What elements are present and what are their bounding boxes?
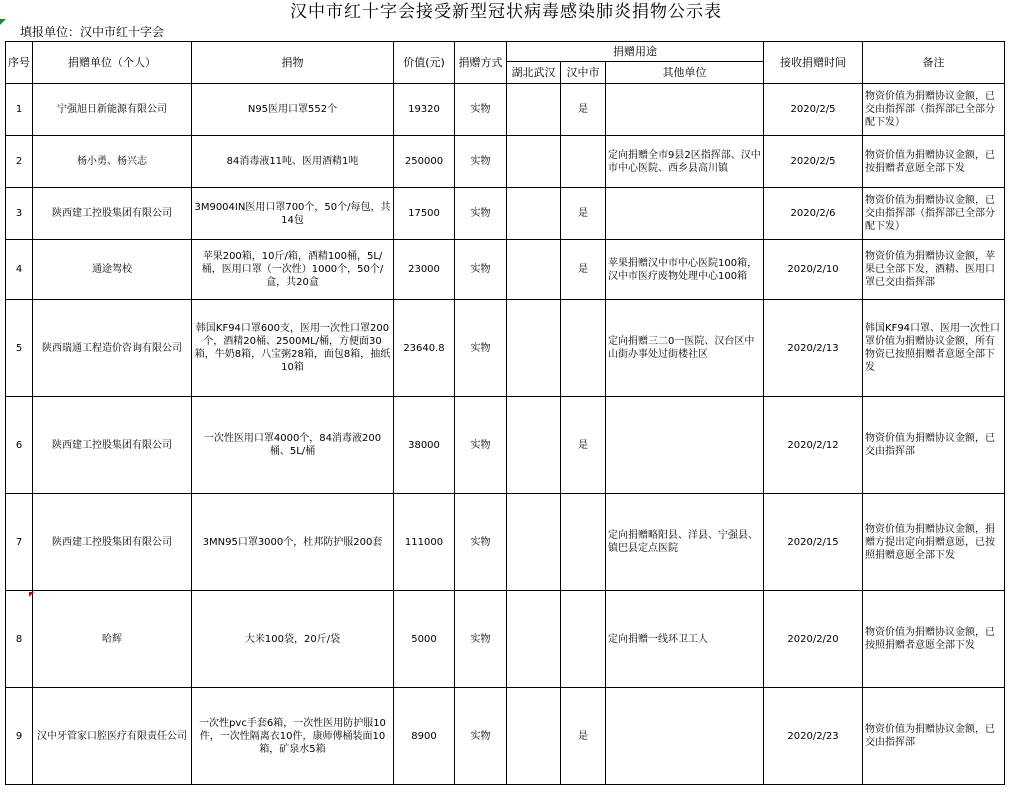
header-seq[interactable]: 序号 xyxy=(6,42,33,84)
hubei-cell[interactable] xyxy=(507,240,561,300)
value-cell[interactable]: 23000 xyxy=(394,240,455,300)
table-row xyxy=(6,188,1005,240)
donation-table xyxy=(5,41,1005,785)
value-cell[interactable]: 5000 xyxy=(394,591,455,688)
donor-cell[interactable]: 哈辉 xyxy=(33,591,192,688)
seq-cell[interactable]: 2 xyxy=(6,136,33,188)
hubei-cell[interactable] xyxy=(507,494,561,591)
other-unit-cell[interactable]: 定向捐赠略阳县、洋县、宁强县、镇巴县定点医院 xyxy=(606,494,764,591)
other-unit-cell[interactable] xyxy=(606,188,764,240)
hubei-cell[interactable] xyxy=(507,136,561,188)
item-cell[interactable]: 大米100袋，20斤/袋 xyxy=(192,591,394,688)
table-row xyxy=(6,494,1005,591)
donor-cell[interactable]: 汉中牙管家口腔医疗有限责任公司 xyxy=(33,688,192,785)
other-unit-cell[interactable]: 定向捐赠三二0一医院、汉台区中山街办事处过街楼社区 xyxy=(606,300,764,397)
reporter-label: 填报单位：汉中市红十字会 xyxy=(20,25,165,39)
header-value[interactable]: 价值(元) xyxy=(394,42,455,84)
donor-cell[interactable]: 陕西瑞通工程造价咨询有限公司 xyxy=(33,300,192,397)
value-cell[interactable]: 23640.8 xyxy=(394,300,455,397)
method-cell[interactable]: 实物 xyxy=(455,84,507,136)
table-row xyxy=(6,136,1005,188)
donor-cell[interactable]: 杨小勇、杨兴志 xyxy=(33,136,192,188)
time-cell[interactable]: 2020/2/13 xyxy=(764,300,863,397)
item-cell[interactable]: N95医用口罩552个 xyxy=(192,84,394,136)
item-cell[interactable]: 3MN95口罩3000个，杜邦防护服200套 xyxy=(192,494,394,591)
hanzhong-cell[interactable] xyxy=(561,591,606,688)
seq-cell[interactable]: 3 xyxy=(6,188,33,240)
hubei-cell[interactable] xyxy=(507,688,561,785)
seq-cell[interactable]: 8 xyxy=(6,591,33,688)
other-unit-cell[interactable] xyxy=(606,397,764,494)
hubei-cell[interactable] xyxy=(507,397,561,494)
item-cell[interactable]: 3M9004IN医用口罩700个，50个/每包，共14包 xyxy=(192,188,394,240)
method-cell[interactable]: 实物 xyxy=(455,188,507,240)
note-cell[interactable]: 物资价值为捐赠协议金额，已交由指挥部（指挥部已全部分配下发） xyxy=(863,188,1005,240)
note-cell[interactable]: 物资价值为捐赠协议金额，已按照捐赠者意愿全部下发 xyxy=(863,591,1005,688)
hanzhong-cell[interactable]: 是 xyxy=(561,84,606,136)
note-cell[interactable]: 韩国KF94口罩、医用一次性口罩价值为捐赠协议金额，所有物资已按照捐赠者意愿全部下发 xyxy=(863,300,1005,397)
value-cell[interactable]: 19320 xyxy=(394,84,455,136)
item-cell[interactable]: 一次性医用口罩4000个，84消毒液200桶、5L/桶 xyxy=(192,397,394,494)
time-cell[interactable]: 2020/2/12 xyxy=(764,397,863,494)
cell-comment-marker xyxy=(29,592,34,597)
seq-cell[interactable]: 4 xyxy=(6,240,33,300)
seq-cell[interactable]: 7 xyxy=(6,494,33,591)
time-cell[interactable]: 2020/2/20 xyxy=(764,591,863,688)
value-cell[interactable]: 250000 xyxy=(394,136,455,188)
method-cell[interactable]: 实物 xyxy=(455,494,507,591)
note-cell[interactable]: 物资价值为捐赠协议金额，已按捐赠者意愿全部下发 xyxy=(863,136,1005,188)
donor-cell[interactable]: 陕西建工控股集团有限公司 xyxy=(33,494,192,591)
method-cell[interactable]: 实物 xyxy=(455,300,507,397)
header-usage[interactable]: 捐赠用途 xyxy=(507,42,764,62)
table-body xyxy=(6,84,1005,785)
item-cell[interactable]: 84消毒液11吨、医用酒精1吨 xyxy=(192,136,394,188)
table-row xyxy=(6,397,1005,494)
hanzhong-cell[interactable]: 是 xyxy=(561,397,606,494)
item-cell[interactable]: 苹果200箱，10斤/箱，酒精100桶，5L/桶，医用口罩（一次性）1000个，50个/盒，共20盒 xyxy=(192,240,394,300)
hubei-cell[interactable] xyxy=(507,300,561,397)
table-row xyxy=(6,240,1005,300)
method-cell[interactable]: 实物 xyxy=(455,240,507,300)
seq-cell[interactable]: 1 xyxy=(6,84,33,136)
value-cell[interactable]: 38000 xyxy=(394,397,455,494)
item-cell[interactable]: 韩国KF94口罩600支，医用一次性口罩200个，酒精20桶、2500ML/桶，方便面30箱，牛奶8箱，八宝粥28箱，面包8箱，抽纸10箱 xyxy=(192,300,394,397)
page-title: 汉中市红十字会接受新型冠状病毒感染肺炎捐物公示表 xyxy=(290,2,722,22)
time-cell[interactable]: 2020/2/15 xyxy=(764,494,863,591)
other-unit-cell[interactable]: 定向捐赠全市9县2区指挥部、汉中市中心医院、西乡县高川镇 xyxy=(606,136,764,188)
time-cell[interactable]: 2020/2/5 xyxy=(764,136,863,188)
header-item[interactable]: 捐物 xyxy=(192,42,394,84)
hubei-cell[interactable] xyxy=(507,591,561,688)
method-cell[interactable]: 实物 xyxy=(455,688,507,785)
other-unit-cell[interactable]: 苹果捐赠汉中市中心医院100箱，汉中市医疗废物处理中心100箱 xyxy=(606,240,764,300)
value-cell[interactable]: 8900 xyxy=(394,688,455,785)
hanzhong-cell[interactable] xyxy=(561,300,606,397)
hubei-cell[interactable] xyxy=(507,188,561,240)
header-hanzhong[interactable]: 汉中市 xyxy=(561,62,606,84)
note-cell[interactable]: 物资价值为捐赠协议金额，捐赠方提出定向捐赠意愿，已按照捐赠意愿全部下发 xyxy=(863,494,1005,591)
time-cell[interactable]: 2020/2/5 xyxy=(764,84,863,136)
seq-cell[interactable]: 9 xyxy=(6,688,33,785)
hanzhong-cell[interactable] xyxy=(561,136,606,188)
time-cell[interactable]: 2020/2/10 xyxy=(764,240,863,300)
other-unit-cell[interactable] xyxy=(606,688,764,785)
note-cell[interactable]: 物资价值为捐赠协议金额，已交由指挥部 xyxy=(863,397,1005,494)
item-cell[interactable]: 一次性pvc手套6箱，一次性医用防护服10件，一次性隔离衣10件，康师傅桶装面10箱，矿泉水5箱 xyxy=(192,688,394,785)
hanzhong-cell[interactable]: 是 xyxy=(561,240,606,300)
donor-cell[interactable]: 宁强旭日新能源有限公司 xyxy=(33,84,192,136)
time-cell[interactable]: 2020/2/6 xyxy=(764,188,863,240)
hubei-cell[interactable] xyxy=(507,84,561,136)
method-cell[interactable]: 实物 xyxy=(455,136,507,188)
hanzhong-cell[interactable]: 是 xyxy=(561,688,606,785)
value-cell[interactable]: 111000 xyxy=(394,494,455,591)
table-row xyxy=(6,300,1005,397)
header-donor[interactable]: 捐赠单位（个人） xyxy=(33,42,192,84)
header-other[interactable]: 其他单位 xyxy=(606,62,764,84)
header-time[interactable]: 接收捐赠时间 xyxy=(764,42,863,84)
donor-cell[interactable]: 陕西建工控股集团有限公司 xyxy=(33,188,192,240)
header-hubei[interactable]: 湖北武汉 xyxy=(507,62,561,84)
table-row xyxy=(6,688,1005,785)
hanzhong-cell[interactable] xyxy=(561,494,606,591)
note-cell[interactable]: 物资价值为捐赠协议金额，已交由指挥部（指挥部已全部分配下发） xyxy=(863,84,1005,136)
value-cell[interactable]: 17500 xyxy=(394,188,455,240)
seq-cell[interactable]: 6 xyxy=(6,397,33,494)
header-method[interactable]: 捐赠方式 xyxy=(455,42,507,84)
method-cell[interactable]: 实物 xyxy=(455,397,507,494)
note-cell[interactable]: 物资价值为捐赠协议金额，已交由指挥部 xyxy=(863,688,1005,785)
hanzhong-cell[interactable]: 是 xyxy=(561,188,606,240)
table-row xyxy=(6,84,1005,136)
donor-cell[interactable]: 陕西建工控股集团有限公司 xyxy=(33,397,192,494)
seq-cell[interactable]: 5 xyxy=(6,300,33,397)
note-cell[interactable]: 物资价值为捐赠协议金额，苹果已全部下发，酒精、医用口罩已交由指挥部 xyxy=(863,240,1005,300)
method-cell[interactable]: 实物 xyxy=(455,591,507,688)
time-cell[interactable]: 2020/2/23 xyxy=(764,688,863,785)
donor-cell[interactable]: 通途驾校 xyxy=(33,240,192,300)
other-unit-cell[interactable] xyxy=(606,84,764,136)
other-unit-cell[interactable]: 定向捐赠一线环卫工人 xyxy=(606,591,764,688)
table-row xyxy=(6,591,1005,688)
header-note[interactable]: 备注 xyxy=(863,42,1005,84)
